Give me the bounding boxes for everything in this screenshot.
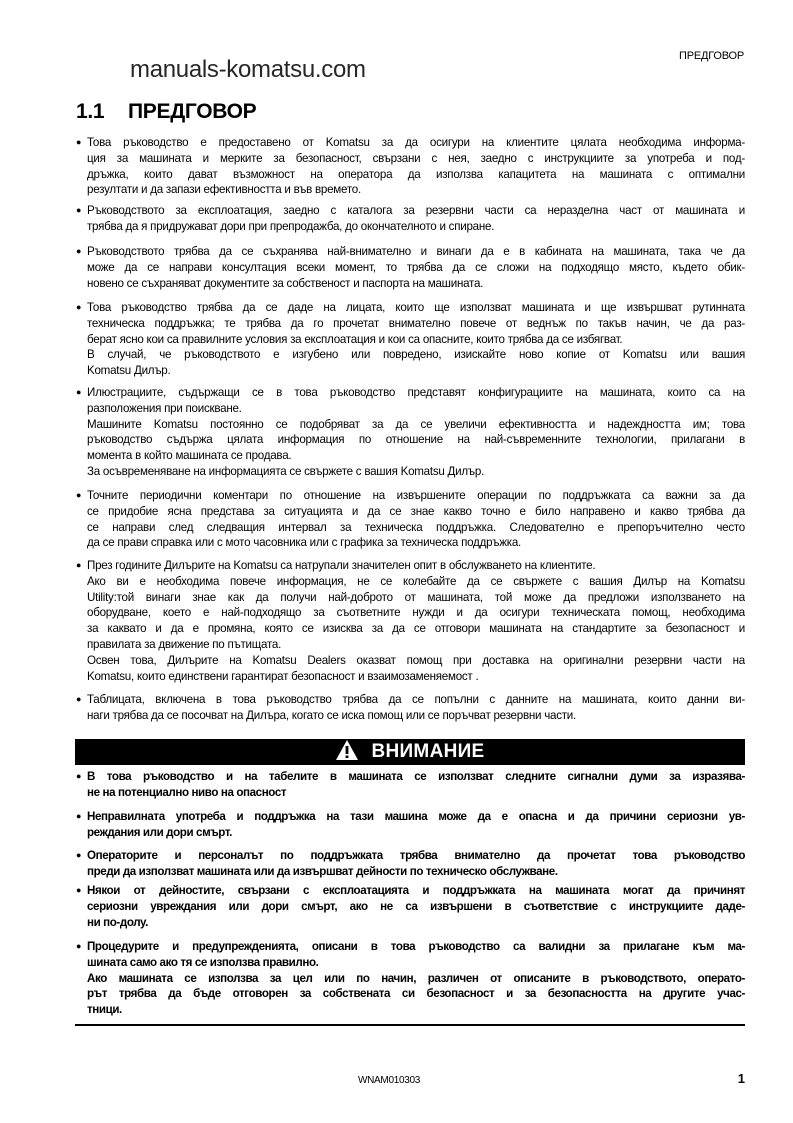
bullet-paragraph <box>76 385 745 480</box>
text-line: Ръководството за експлоатация, заедно с каталога за резервни части са неразделна част от машината и <box>87 204 745 217</box>
bullet-icon: ● <box>76 694 82 704</box>
bullet-icon: ● <box>76 560 82 570</box>
watermark: manuals-komatsu.com <box>130 56 366 83</box>
text-line: ръководство съдържа цялата информация по отношение на най-съвременните технологии, прилагани в <box>87 433 745 447</box>
text-line: наги трябва да се посочват на Дилъра, когато се иска помощ или се поръчват резервни части. <box>87 708 577 722</box>
bullet-paragraph <box>76 809 745 841</box>
text-line: разположения при поискване. <box>87 401 242 415</box>
text-line: В това ръководство и на табелите в машината се използват следните сигнални думи за изразява- <box>87 770 745 783</box>
bullet-paragraph <box>76 203 745 235</box>
bullet-icon: ● <box>76 137 82 147</box>
bullet-paragraph <box>76 692 745 724</box>
text-line: оборудване, което е най-подходящо за съответните нужди и да осигури техническата помощ, необходима <box>87 606 745 620</box>
text-line: правилата за движение по пътищата. <box>87 637 282 651</box>
text-line: трябва да я придружават дори при препродажба, до окончателното и спиране. <box>87 219 495 233</box>
running-header: ПРЕДГОВОР <box>679 50 744 62</box>
bullet-icon: ● <box>76 205 82 215</box>
bullet-icon: ● <box>76 490 82 500</box>
text-line: Utility:той винаги знае как да получи най-доброто от машината, той може да предложи използването на <box>87 590 745 604</box>
text-line: новено се съхраняват документите за собственост и паспорта на машината. <box>87 276 484 290</box>
text-line: ция за машината и мерките за безопасност, свързани с нея, заедно с инструкциите за употреба и под- <box>87 151 745 165</box>
bullet-paragraph <box>76 939 745 1018</box>
text-line: се придобие ясна представа за ситуацията и да се знае какво точно е било направено и какво трябва да <box>87 504 745 518</box>
bullet-paragraph <box>76 135 745 198</box>
text-line: Ако машината се използва за цел или по начин, различен от описаните в ръководството, операто- <box>87 971 745 985</box>
text-line: се направи след следващия интервал за техническа поддръжка. Следователно е препоръчително често <box>87 520 745 534</box>
text-line: тници. <box>87 1003 122 1017</box>
text-line: може да се направи консултация всеки момент, то трябва да се сложи на подходящо място, където обик- <box>87 260 745 274</box>
bullet-paragraph <box>76 244 745 291</box>
bullet-icon: ● <box>76 811 82 821</box>
bullet-icon: ● <box>76 850 82 860</box>
text-line: шината само ако тя се използва правилно. <box>87 955 319 969</box>
text-line: Точните периодични коментари по отношение на извършените операции по поддръжката са важни за да <box>87 489 745 502</box>
text-line: Ръководството трябва да се съхранява най-внимателно и винаги да е в кабината на машината, така че да <box>87 245 745 258</box>
text-line: Илюстрациите, съдържащи се в това ръководство представят конфигурациите на машината, които са на <box>87 386 745 399</box>
text-line: През годините Дилърите на Komatsu са натрупали значителен опит в обслужването на клиентите. <box>87 559 596 572</box>
text-line: Машините Komatsu постоянно се подобряват за да се увеличи ефективността и надеждността им; това <box>87 417 745 431</box>
bullet-paragraph <box>76 558 745 684</box>
text-line: Таблицата, включена в това ръководство трябва да се попълни с данните на машината, които данни ви- <box>87 693 745 706</box>
bullet-icon: ● <box>76 302 82 312</box>
bullet-paragraph <box>76 883 745 930</box>
text-line: преди да използват машината или да извършват дейности по техническо обслужване. <box>87 864 558 878</box>
warning-triangle-icon <box>335 739 359 766</box>
text-line: Komatsu Дилър. <box>87 364 171 378</box>
text-line: Процедурите и предупрежденията, описани в това ръководство са валидни за прилагане към ма- <box>87 940 745 953</box>
text-line: Освен това, Дилърите на Komatsu Dealers оказват помощ при доставка на оригинални резервни части на <box>87 653 745 667</box>
text-line: берат ясно кои са правилните условия за експлоатация и кои са опасните, които трябва да се избягват. <box>87 332 623 346</box>
section-title-text: ПРЕДГОВОР <box>128 100 257 123</box>
text-line: ни по-долу. <box>87 915 148 929</box>
text-line: дръжка, които дават възможност на оператора да използва капацитета на машината с оптимални <box>87 167 745 181</box>
bullet-icon: ● <box>76 941 82 951</box>
text-line: реждания или дори смърт. <box>87 825 232 839</box>
section-end-rule <box>75 1024 745 1026</box>
bullet-paragraph <box>76 488 745 551</box>
text-line: Ако ви е необходима повече информация, не се колебайте да се свържете с вашия Дилър на Komatsu <box>87 574 745 588</box>
text-line: сериозни увреждания или дори смърт, ако не са извършени в съответствие с инструкциите даде- <box>87 899 745 913</box>
text-line: Някои от дейностите, свързани с експлоатацията и поддръжката на машината могат да причинят <box>87 884 745 897</box>
text-line: да се прави справка или с мото часовника или с графика за техническа поддръжка. <box>87 536 522 550</box>
bullet-paragraph <box>76 300 745 379</box>
text-line: резултати и да запази ефективността и във времето. <box>87 183 361 197</box>
text-line: В случай, че ръководството е изгубено или повредено, изискайте ново копие от Komatsu или вашия <box>87 348 745 362</box>
page-number: 1 <box>737 1071 745 1086</box>
document-code: WNAM010303 <box>358 1075 421 1086</box>
bullet-paragraph <box>76 769 745 801</box>
text-line: рът трябва да бъде отговорен за собствената си безопасност и за безопасността на другите учас- <box>87 987 745 1001</box>
bullet-icon: ● <box>76 885 82 895</box>
warning-banner <box>75 739 745 765</box>
bullet-icon: ● <box>76 771 82 781</box>
text-line: Операторите и персоналът по поддръжката трябва внимателно да прочетат това ръководство <box>87 849 745 862</box>
bullet-icon: ● <box>76 246 82 256</box>
text-line: не на потенциално ниво на опасност <box>87 785 287 799</box>
bullet-icon: ● <box>76 387 82 397</box>
text-line: за каквато и да е промяна, която се изисква за да се отговори машината на стандартите за безопасност и <box>87 622 745 636</box>
bullet-paragraph <box>76 848 745 880</box>
warning-label: ВНИМАНИЕ <box>371 741 485 762</box>
text-line: Това ръководство е предоставено от Komatsu за да осигури на клиентите цялата необходима информа- <box>87 136 745 149</box>
text-line: Неправилната употреба и поддръжка на тази машина може да е опасна и да причини сериозни ув- <box>87 810 745 823</box>
section-number: 1.1 <box>76 100 105 123</box>
text-line: Komatsu, които единствени гарантират безопасност и взаимозаменяемост . <box>87 669 479 683</box>
section-title <box>76 100 256 124</box>
text-line: техническа поддръжка; те трябва да го прочетат внимателно повече от веднъж по такъв начин, че да раз- <box>87 316 745 330</box>
text-line: Това ръководство трябва да се даде на лицата, които ще използват машината и ще извършват рутинната <box>87 301 745 314</box>
text-line: момента в който машината се продава. <box>87 449 292 463</box>
text-line: За осъвременяване на информацията се свържете с вашия Komatsu Дилър. <box>87 464 485 478</box>
